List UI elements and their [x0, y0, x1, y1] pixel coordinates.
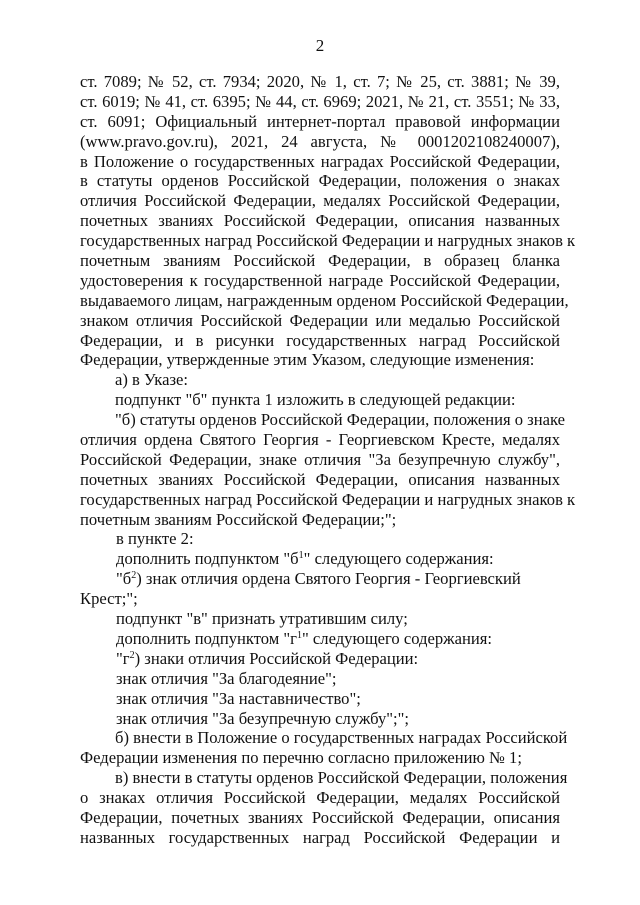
text-segment: "б [116, 569, 132, 589]
text-line: знак отличия "За наставничество"; [116, 688, 361, 708]
page-number: 2 [315, 36, 325, 55]
text-line: Российской Федерации, знаке отличия "За безупречную службу", [80, 449, 560, 469]
text-line: подпункт "б" пункта 1 изложить в следующей редакции: [115, 390, 516, 410]
superscript: 1 [298, 550, 304, 562]
text-line: почетным званиям Российской Федерации, в образец бланка [80, 251, 560, 271]
text-line: знаком отличия Российской Федерации или медалью Российской [80, 310, 560, 330]
text-segment: "г [116, 648, 130, 668]
text-line: "б) статуты орденов Российской Федерации, положения о знаке [115, 410, 565, 430]
text-line: отличия Российской Федерации, медалях Российской Федерации, [80, 191, 560, 211]
text-line: в пункте 2: [116, 529, 194, 549]
text-line: государственных наград Российской Федерации и нагрудных знаков к [80, 231, 576, 251]
text-line: Федерации, и в рисунки государственных наград Российской [80, 330, 560, 350]
text-line [80, 649, 560, 669]
text-line: ст. 6019; № 41, ст. 6395; № 44, ст. 6969; 2021, № 21, ст. 3551; № 33, [80, 91, 560, 111]
text-line: Федерации изменения по перечню согласно приложению № 1; [80, 748, 522, 768]
text-line: ст. 6091; Официальный интернет-портал правовой информации [80, 111, 560, 131]
text-line: Федерации, почетных званиях Российской Федерации, описания [80, 807, 560, 827]
superscript: 1 [297, 629, 302, 641]
text-line: Крест;"; [80, 589, 138, 609]
text-line: ст. 7089; № 52, ст. 7934; 2020, № 1, ст. 7; № 25, ст. 3881; № 39, [80, 72, 560, 91]
text-line: почетным званиям Российской Федерации;"; [80, 509, 397, 529]
text-segment: " следующего содержания: [303, 549, 494, 569]
superscript: 2 [131, 570, 137, 582]
text-line: о знаках отличия Российской Федерации, медалях Российской [80, 788, 560, 808]
text-segment: ) знаки отличия Российской Федерации: [134, 648, 419, 668]
text-segment: дополнить подпунктом "б [116, 549, 299, 569]
text-line: названных государственных наград Российской Федерации и [80, 827, 560, 847]
text-segment: ) знак отличия ордена Святого Георгия - Георгиевский [136, 569, 521, 589]
text-line: знак отличия "За благодеяние"; [116, 668, 337, 688]
text-line: удостоверения к государственной награде Российской Федерации, [80, 270, 560, 290]
text-line [80, 549, 560, 569]
text-line: в) внести в статуты орденов Российской Федерации, положения [115, 768, 568, 788]
text-line [80, 629, 560, 649]
text-segment: дополнить подпунктом "г [116, 628, 297, 648]
superscript: 2 [129, 649, 135, 661]
text-segment: " следующего содержания: [302, 628, 492, 648]
text-line: (www.pravo.gov.ru), 2021, 24 августа, № 0001202108240007), [80, 131, 560, 151]
text-line: знак отличия "За безупречную службу";"; [116, 708, 410, 728]
text-line: в Положение о государственных наградах Российской Федерации, [80, 151, 560, 171]
text-line [80, 569, 560, 589]
text-line: в статуты орденов Российской Федерации, положения о знаках [80, 171, 560, 191]
document-body [80, 72, 576, 848]
text-line: а) в Указе: [115, 370, 189, 390]
text-line: выдаваемого лицам, награжденным орденом Российской Федерации, [80, 290, 569, 310]
text-line: подпункт "в" признать утратившим силу; [116, 609, 408, 629]
text-line: почетных званиях Российской Федерации, описания названных [80, 211, 560, 231]
text-line: государственных наград Российской Федерации и нагрудных знаков к [80, 489, 576, 509]
text-line: Федерации, утвержденные этим Указом, следующие изменения: [80, 350, 535, 370]
text-line: почетных званиях Российской Федерации, описания названных [80, 469, 560, 489]
text-line: б) внести в Положение о государственных наградах Российской [115, 728, 568, 748]
text-line: отличия ордена Святого Георгия - Георгиевском Кресте, медалях [80, 430, 560, 450]
